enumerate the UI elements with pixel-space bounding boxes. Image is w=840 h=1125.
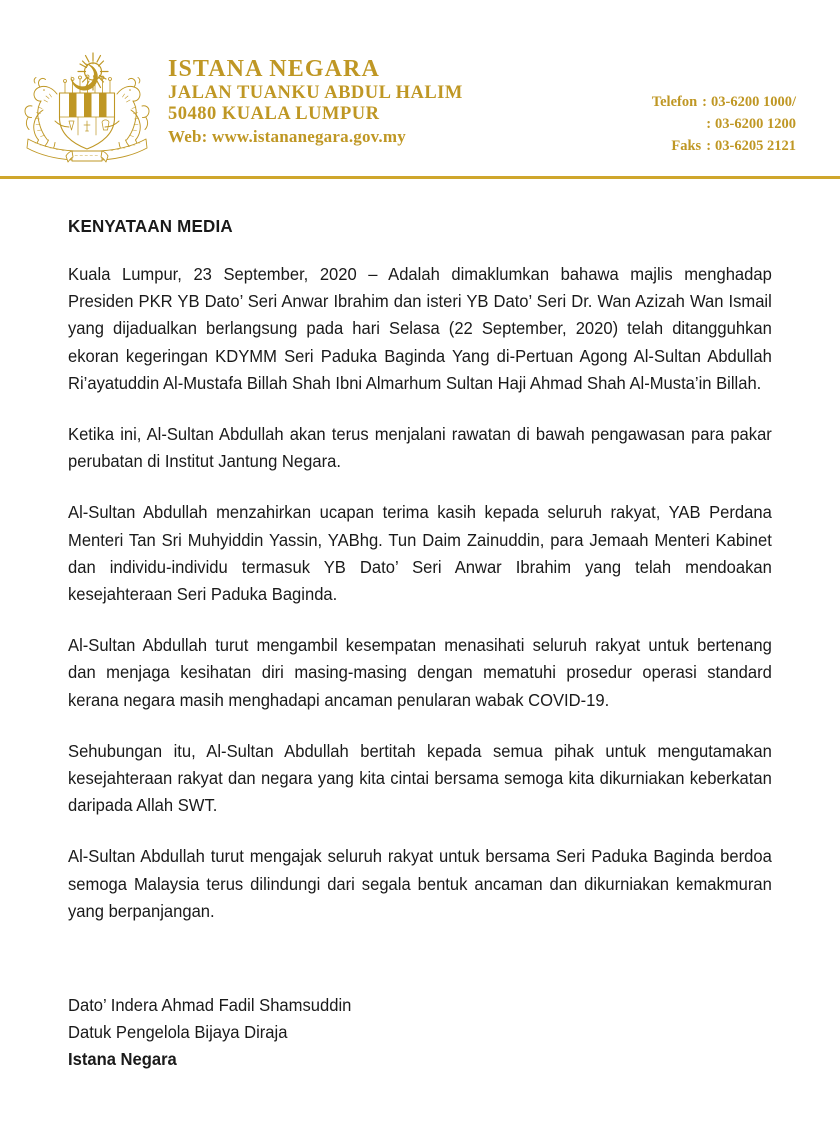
contact-label [643, 113, 701, 135]
contact-value: 03-6200 1000/ [711, 94, 796, 110]
paragraph-5: Sehubungan itu, Al-Sultan Abdullah bertitah kepada semua pihak untuk mengutamakan kesejahteraan rakyat dan negara yang kita cintai bersama semoga kita dikurniakan keberkatan daripada Allah SWT. [68, 740, 772, 816]
contact-label: Faks [671, 138, 702, 155]
contact-block [639, 91, 796, 157]
signatory-title: Datuk Pengelola Bijaya Diraja [68, 1022, 288, 1043]
header-divider [0, 176, 840, 179]
address-line-1: JALAN TUANKU ABDUL HALIM [168, 83, 463, 104]
signature-block [68, 992, 747, 1074]
contact-separator: : [702, 94, 708, 110]
paragraph-3: Al-Sultan Abdullah menzahirkan ucapan terima kasih kepada seluruh rakyat, YAB Perdana Menteri Tan Sri Muhyiddin Yassin, YABhg. Tun Daim Zainuddin, para Jemaah Menteri Kabinet dan individu-individu termasuk YB Dato’ Seri Anwar Ibrahim yang telah mendoakan kesejahteraan Seri Paduka Baginda. [68, 502, 772, 605]
paragraph-1: Kuala Lumpur, 23 September, 2020 – Adalah dimaklumkan bahawa majlis menghadap Presiden PKR YB Dato’ Seri Anwar Ibrahim dan isteri YB Dato’ Seri Dr. Wan Azizah Wan Ismail yang dijadualkan berlangsung pada hari Selasa (22 September, 2020) telah ditangguhkan ekoran kegeringan KDYMM Seri Paduka Baginda Yang di-Pertuan Agong Al-Sultan Abdullah Ri’ayatuddin Al-Mustafa Billah Shah Ibni Almarhum Sultan Haji Ahmad Shah Al-Musta’in Billah. [68, 264, 772, 393]
contact-value: 03-6200 1200 [715, 116, 796, 133]
paragraph-2: Ketika ini, Al-Sultan Abdullah akan terus menjalani rawatan di bawah pengawasan para pakar perubatan di Institut Jantung Negara. [68, 424, 772, 472]
contact-row-telefon [639, 91, 796, 113]
contact-row-telefon-secondary [639, 113, 796, 135]
letterhead [0, 0, 840, 177]
contact-separator: : [706, 116, 712, 133]
address-line-2: 50480 KUALA LUMPUR [168, 104, 380, 125]
contact-label: Telefon [651, 94, 698, 110]
document-body [68, 216, 772, 1074]
organisation-name: ISTANA NEGARA [168, 56, 380, 82]
signatory-name: Dato’ Indera Ahmad Fadil Shamsuddin [68, 995, 352, 1016]
paragraph-4: Al-Sultan Abdullah turut mengambil kesempatan menasihati seluruh rakyat untuk bertenang dan menjaga kesihatan diri masing-masing dengan mematuhi prosedur operasi standard kerana negara masih menghadapi ancaman penularan wabak COVID-19. [68, 635, 772, 710]
signatory-organisation: Istana Negara [68, 1049, 177, 1070]
contact-value: 03-6205 2121 [715, 138, 796, 155]
website-line: Web: www.istananegara.gov.my [168, 126, 406, 146]
organisation-block [168, 56, 463, 146]
contact-row-faks [639, 135, 796, 157]
contact-separator: : [706, 138, 712, 155]
paragraph-6: Al-Sultan Abdullah turut mengajak seluruh rakyat untuk bersama Seri Paduka Baginda berdoa semoga Malaysia terus dilindungi dari segala bentuk ancaman dan dikurniakan kemakmuran yang berpanjangan. [68, 846, 772, 921]
page-title: KENYATAAN MEDIA [68, 216, 233, 236]
coat-of-arms-emblem [13, 46, 161, 164]
